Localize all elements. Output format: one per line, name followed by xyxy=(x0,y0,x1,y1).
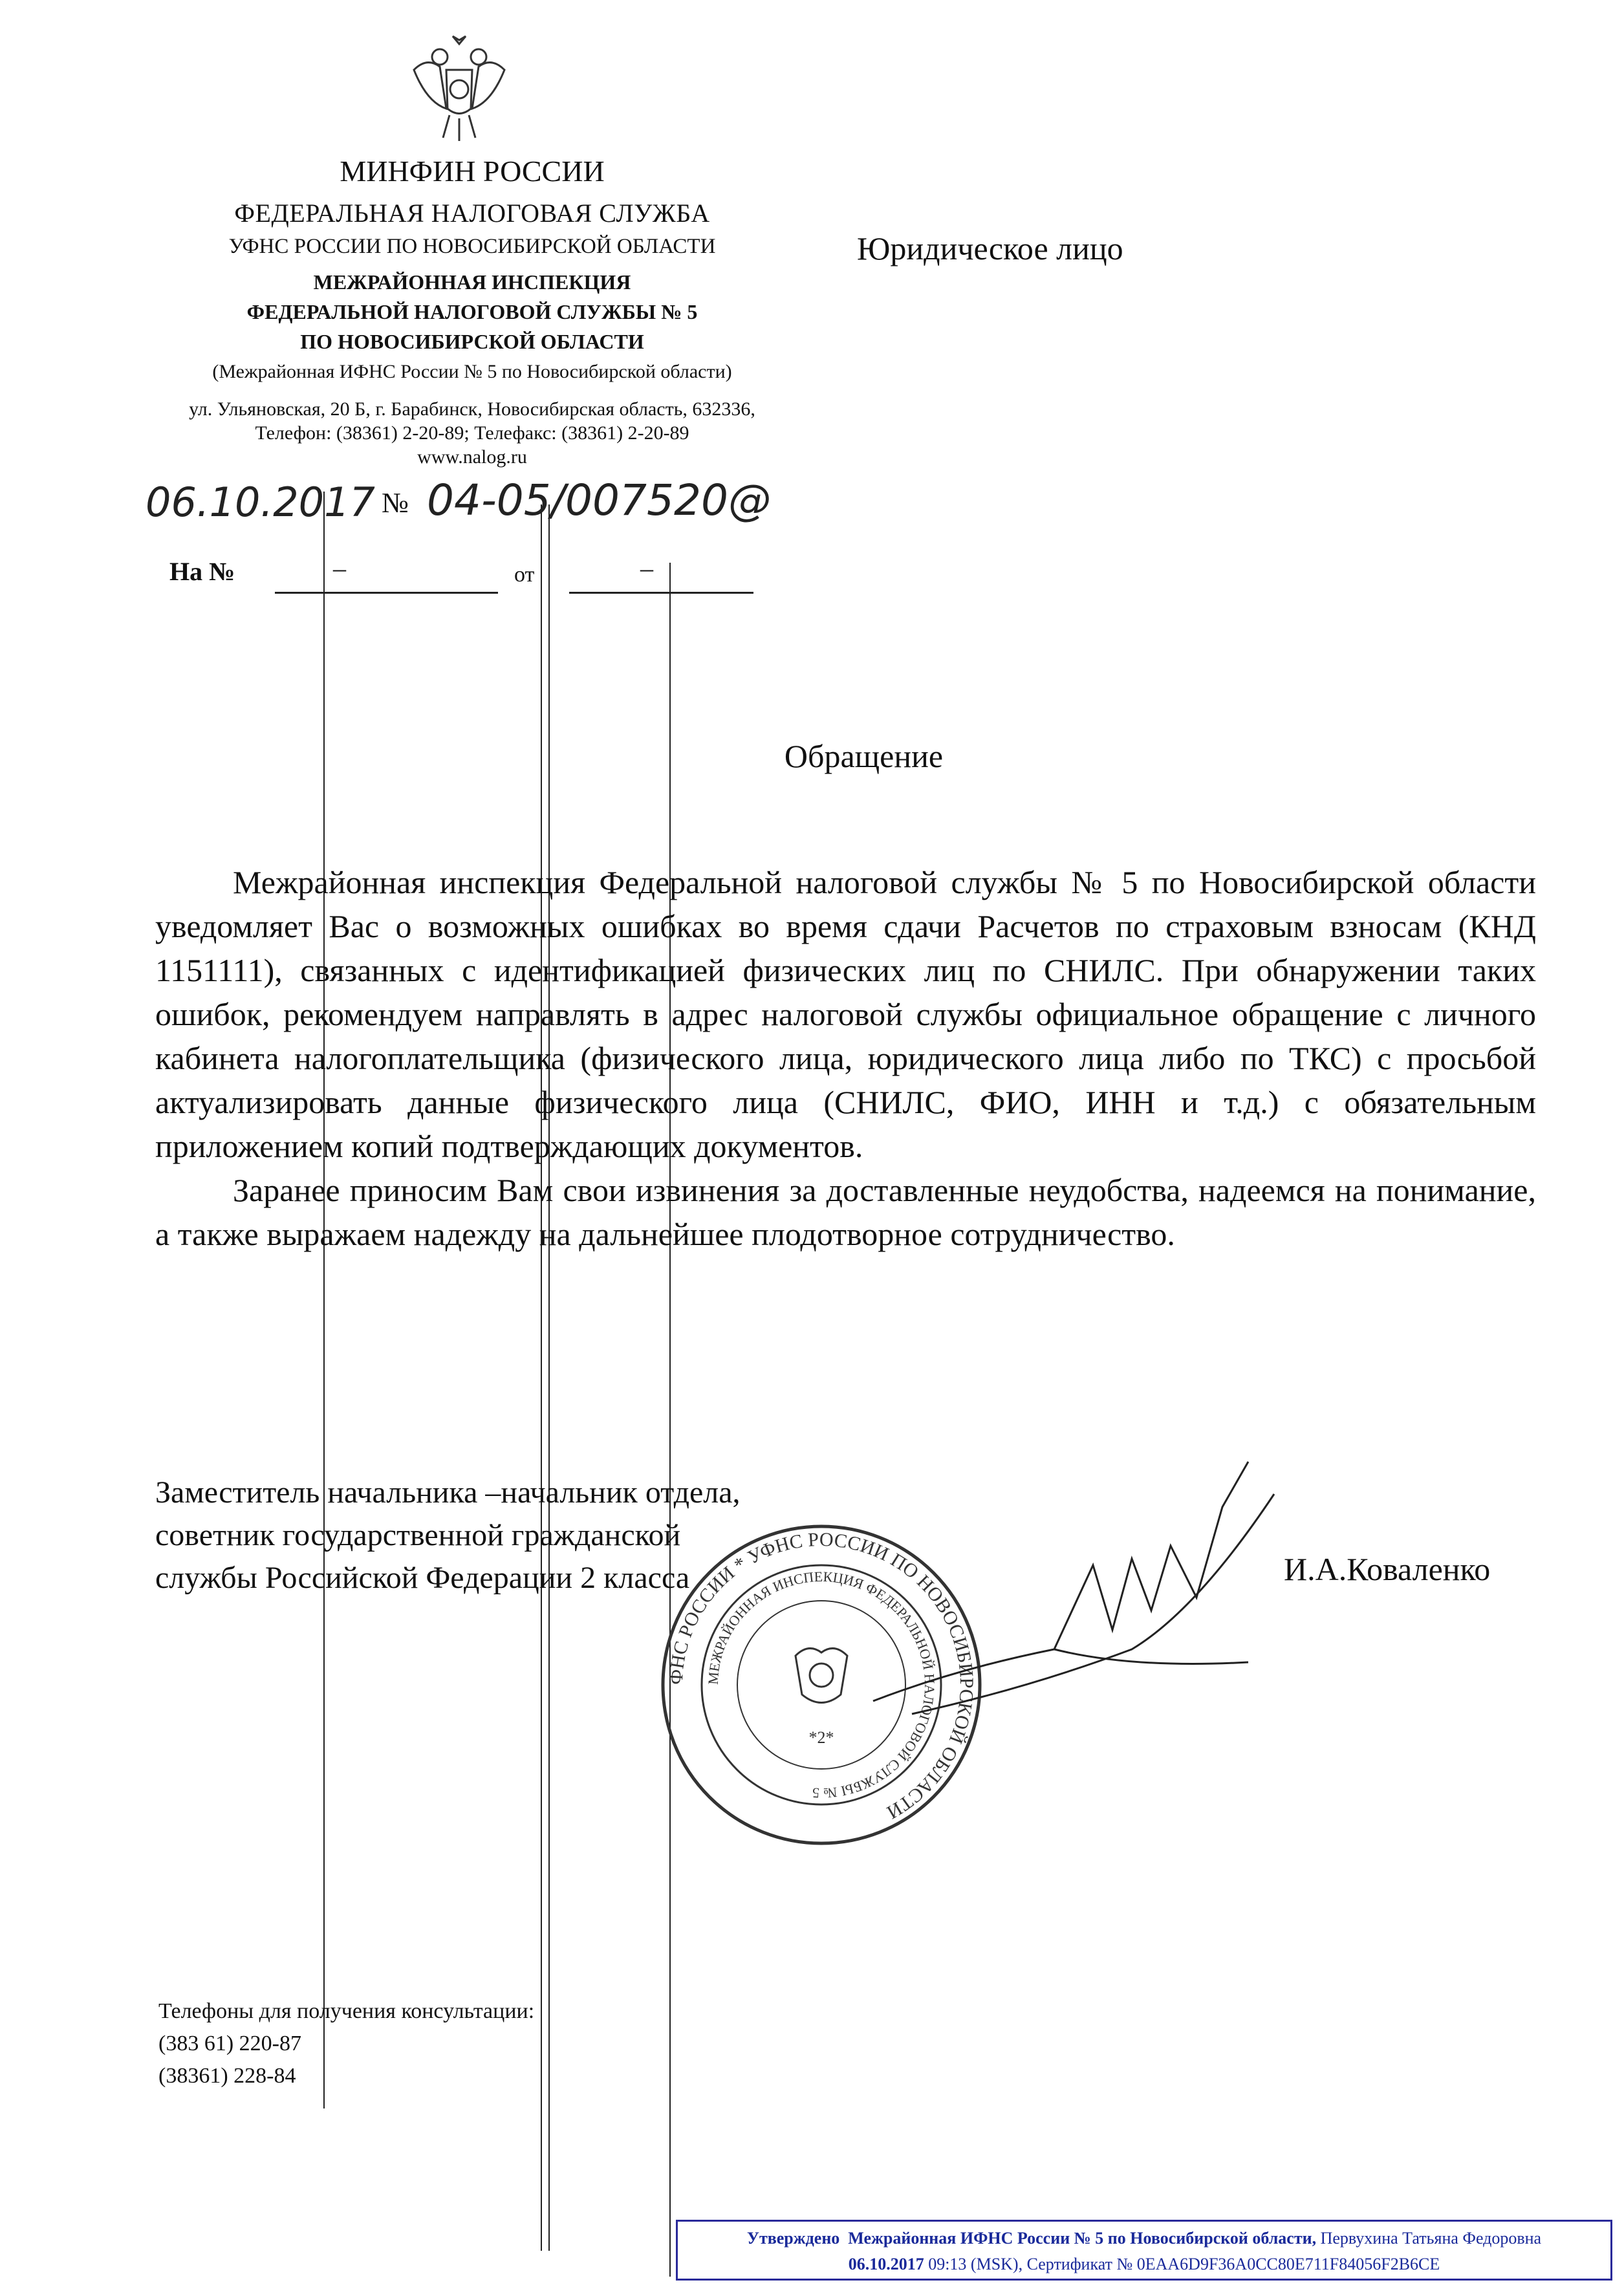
approval-org: Межрайонная ИФНС России № 5 по Новосибирской области, xyxy=(848,2229,1317,2248)
contacts-label: Телефоны для получения консультации: xyxy=(158,1999,535,2023)
from-date-line xyxy=(569,592,753,594)
handwritten-signature xyxy=(860,1455,1300,1733)
from-date-value: – xyxy=(640,554,653,583)
recipient: Юридическое лицо xyxy=(857,230,1123,266)
contact-phone: (38361) 228-84 xyxy=(158,2064,296,2088)
service-name: ФЕДЕРАЛЬНАЯ НАЛОГОВАЯ СЛУЖБА xyxy=(234,199,710,228)
coat-of-arms-icon xyxy=(401,31,517,147)
svg-text:МЕЖРАЙОННАЯ ИНСПЕКЦИЯ ФЕДЕРАЛЬ: МЕЖРАЙОННАЯ ИНСПЕКЦИЯ ФЕДЕРАЛЬНОЙ НАЛОГОВОЙ СЛУЖБЫ № 5 xyxy=(704,1568,938,1802)
inspection-name-line1: МЕЖРАЙОННАЯ ИНСПЕКЦИЯ xyxy=(313,270,631,294)
svg-text:*2*: *2* xyxy=(808,1728,834,1747)
approval-person: Первухина Татьяна Федоровна xyxy=(1320,2229,1542,2248)
position-line: службы Российской Федерации 2 класса xyxy=(155,1561,690,1595)
body-paragraph: Заранее приносим Вам свои извинения за доставленные неудобства, надеемся на понимание, а также выражаем надежду на дальнейшее плодотворное сотрудничество. xyxy=(155,1172,1536,1252)
ministry-name: МИНФИН РОССИИ xyxy=(340,155,605,188)
inspection-short-name: (Межрайонная ИФНС России № 5 по Новосибирской области) xyxy=(212,361,732,382)
letter-body xyxy=(155,860,1536,1256)
contact-phone: (383 61) 220-87 xyxy=(158,2032,301,2055)
reply-number-line xyxy=(275,592,498,594)
website: www.nalog.ru xyxy=(417,446,527,468)
position-line: советник государственной гражданской xyxy=(155,1518,681,1552)
scan-line xyxy=(669,563,671,2277)
scan-line xyxy=(323,492,325,2108)
reply-number-value: – xyxy=(333,554,346,583)
regional-office: УФНС РОССИИ ПО НОВОСИБИРСКОЙ ОБЛАСТИ xyxy=(228,235,716,258)
e-signature-approval-box xyxy=(676,2220,1612,2281)
approval-date: 06.10.2017 xyxy=(848,2255,924,2273)
number-sign: № xyxy=(382,487,409,519)
approval-certificate: 09:13 (MSK), Сертификат № 0EAA6D9F36A0CC80E711F84056F2B6CE xyxy=(928,2255,1440,2273)
registration-number: 04-05/007520@ xyxy=(427,475,771,525)
address: ул. Ульяновская, 20 Б, г. Барабинск, Новосибирская область, 632336, xyxy=(189,398,755,420)
inspection-name-line2: ФЕДЕРАЛЬНОЙ НАЛОГОВОЙ СЛУЖБЫ № 5 xyxy=(246,300,698,323)
document-title: Обращение xyxy=(784,738,944,774)
body-paragraph: Межрайонная инспекция Федеральной налоговой службы № 5 по Новосибирской области уведомляет Вас о возможных ошибках во время сдачи Расчетов по страховым взносам (КНД 1151111), связанных с идентификацией физических лиц по СНИЛС. При обнаружении таких ошибок, рекомендуем направлять в адрес налоговой службы официальное обращение с личного кабинета налогоплательщика (физического лица, юридического лица либо по ТКС) с просьбой актуализировать данные физического лица (СНИЛС, ФИО, ИНН и т.д.) с обязательным приложением копий подтверждающих документов. xyxy=(155,864,1536,1164)
signatory-position xyxy=(155,1471,741,1599)
from-label: от xyxy=(514,563,535,587)
approval-label: Утверждено xyxy=(746,2229,840,2248)
inspection-name-line3: ПО НОВОСИБИРСКОЙ ОБЛАСТИ xyxy=(300,330,644,353)
registration-date: 06.10.2017 xyxy=(146,479,375,526)
position-line: Заместитель начальника –начальник отдела, xyxy=(155,1475,741,1510)
signer-name: И.А.Коваленко xyxy=(1284,1551,1491,1587)
phones: Телефон: (38361) 2-20-89; Телефакс: (38361) 2-20-89 xyxy=(255,422,689,444)
reply-number-label: На № xyxy=(169,557,235,586)
svg-text:ФНС РОССИИ * УФНС РОССИИ ПО НО: ФНС РОССИИ * УФНС РОССИИ ПО НОВОСИБИРСКОЙ ОБЛАСТИ xyxy=(665,1528,978,1823)
consultation-contacts xyxy=(158,1995,534,2092)
